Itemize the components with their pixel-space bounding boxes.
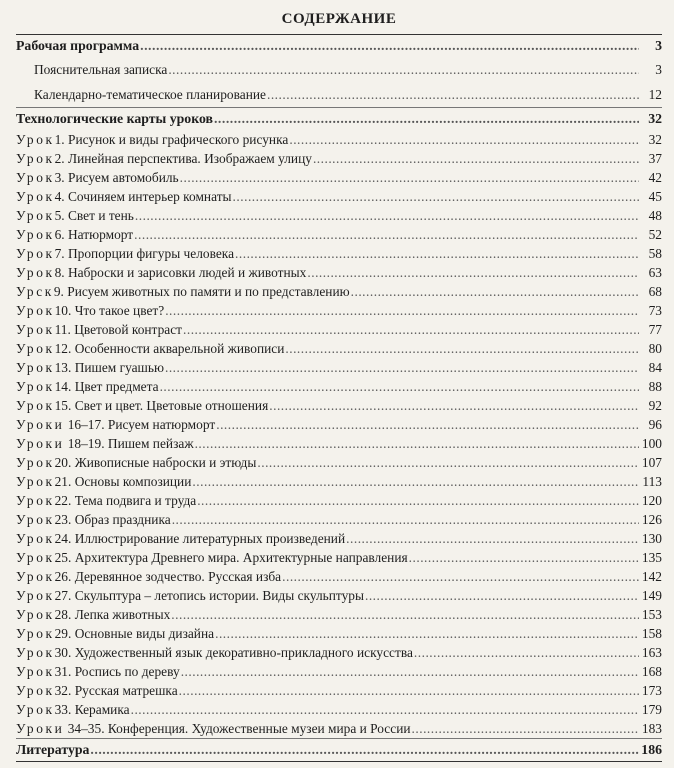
toc-label xyxy=(16,529,345,548)
leader-dots xyxy=(131,700,639,719)
toc-lesson-item[interactable] xyxy=(16,548,662,567)
toc-lesson-item[interactable] xyxy=(16,624,662,643)
lesson-title: 24. Иллюстрирование литературных произведений xyxy=(54,531,346,546)
toc-lesson-item[interactable] xyxy=(16,472,662,491)
lesson-prefix: Урок xyxy=(16,588,55,603)
toc-page-number: 163 xyxy=(641,645,662,660)
toc-page-number: 179 xyxy=(641,702,662,717)
leader-dots xyxy=(179,681,639,700)
lesson-title: 22. Тема подвига и труда xyxy=(54,493,197,508)
toc-lesson-item[interactable] xyxy=(16,377,662,396)
lesson-prefix: Урок xyxy=(16,303,55,318)
toc-label xyxy=(16,472,191,491)
toc-label xyxy=(16,624,214,643)
toc-page-number: 32 xyxy=(648,132,662,147)
lesson-title: 21. Основы композиции xyxy=(54,474,192,489)
toc-lesson-item[interactable] xyxy=(16,149,662,168)
toc-label xyxy=(16,225,133,244)
lesson-title: 14. Цвет предмета xyxy=(54,379,159,394)
toc-label xyxy=(16,358,164,377)
lesson-title: 30. Художественный язык декоративно-прикладного искусства xyxy=(54,645,413,660)
lesson-prefix: Урок xyxy=(16,341,55,356)
toc-lesson-item[interactable] xyxy=(16,700,662,719)
toc-lesson-item[interactable] xyxy=(16,187,662,206)
lesson-prefix: Уроки xyxy=(16,721,65,736)
lesson-prefix: Урок xyxy=(16,379,55,394)
toc-page-number: 48 xyxy=(648,208,662,223)
toc-page-number: 3 xyxy=(655,62,662,77)
lesson-prefix: Уроки xyxy=(16,417,65,432)
toc-label xyxy=(16,453,256,472)
lesson-prefix: Урок xyxy=(16,398,55,413)
leader-dots xyxy=(214,108,639,130)
leader-dots xyxy=(172,510,639,529)
toc-lesson-item[interactable] xyxy=(16,130,662,149)
leader-dots xyxy=(168,57,639,82)
leader-dots xyxy=(269,396,639,415)
toc-page-number: 149 xyxy=(641,588,662,603)
lesson-title: 7. Пропорции фигуры человека xyxy=(54,246,235,261)
toc-page-number: 84 xyxy=(648,360,662,375)
toc-lesson-item[interactable] xyxy=(16,282,662,301)
leader-dots xyxy=(285,339,639,358)
toc-section-lesson-cards[interactable] xyxy=(16,108,662,130)
toc-label xyxy=(16,681,178,700)
toc-page-number: 130 xyxy=(641,531,662,546)
lesson-title: 2. Линейная перспектива. Изображаем улицу xyxy=(54,151,312,166)
toc-label xyxy=(16,434,194,453)
lesson-title: 20. Живописные наброски и этюды xyxy=(54,455,257,470)
toc-section-literature[interactable] xyxy=(16,739,662,761)
toc-label: Литература xyxy=(16,742,90,757)
page-title: СОДЕРЖАНИЕ xyxy=(281,11,397,27)
lesson-prefix: Урок xyxy=(16,151,55,166)
toc-lesson-item[interactable] xyxy=(16,491,662,510)
toc-page-number: 63 xyxy=(648,265,662,280)
toc-lesson-item[interactable] xyxy=(16,586,662,605)
toc-lesson-item[interactable] xyxy=(16,434,662,453)
lesson-prefix: Уроки xyxy=(16,436,65,451)
toc-subsection-explanatory-note[interactable] xyxy=(16,57,662,82)
leader-dots xyxy=(216,415,639,434)
lesson-prefix: Урок xyxy=(16,227,55,242)
lesson-title: 5. Свет и тень xyxy=(54,208,134,223)
toc-lesson-item[interactable] xyxy=(16,681,662,700)
leader-dots xyxy=(165,301,639,320)
toc-label xyxy=(16,662,180,681)
toc-page-number: 96 xyxy=(648,417,662,432)
lesson-prefix: Урок xyxy=(16,607,55,622)
leader-dots xyxy=(171,605,639,624)
lesson-title: 3. Рисуем автомобиль xyxy=(54,170,179,185)
toc-page-number: 183 xyxy=(641,721,662,736)
leader-dots xyxy=(313,149,639,168)
leader-dots xyxy=(351,282,639,301)
toc-lesson-item[interactable] xyxy=(16,263,662,282)
lesson-title: 29. Основные виды дизайна xyxy=(54,626,215,641)
lesson-prefix: Урок xyxy=(16,455,55,470)
lesson-prefix: Урок xyxy=(16,265,55,280)
toc-page-number: 142 xyxy=(641,569,662,584)
lesson-prefix: Урок xyxy=(16,645,55,660)
leader-dots xyxy=(215,624,639,643)
lesson-prefix: Урок xyxy=(16,569,55,584)
lesson-title: 33. Керамика xyxy=(54,702,130,717)
toc-page-number: 52 xyxy=(648,227,662,242)
leader-dots xyxy=(181,662,639,681)
toc-page-number: 173 xyxy=(641,683,662,698)
toc-label: Рабочая программа xyxy=(16,38,140,53)
toc-label xyxy=(16,377,159,396)
lesson-title: 10. Что такое цвет? xyxy=(54,303,165,318)
leader-dots xyxy=(365,586,639,605)
toc-label xyxy=(16,719,411,738)
lesson-title: 28. Лепка животных xyxy=(54,607,171,622)
toc-lesson-item[interactable] xyxy=(16,567,662,586)
lesson-title: 1. Рисунок и виды графического рисунка xyxy=(54,132,289,147)
lesson-title: 23. Образ праздника xyxy=(54,512,171,527)
leader-dots xyxy=(257,453,639,472)
lesson-title: 32. Русская матрешка xyxy=(54,683,178,698)
toc-label xyxy=(16,510,171,529)
lesson-title: 18–19. Пишем пейзаж xyxy=(64,436,194,451)
leader-dots xyxy=(197,491,639,510)
toc-page-number: 3 xyxy=(655,38,662,53)
leader-dots xyxy=(412,719,639,738)
leader-dots xyxy=(165,358,639,377)
lesson-prefix: Урок xyxy=(16,170,55,185)
leader-dots xyxy=(90,739,639,761)
lesson-prefix: Урок xyxy=(16,550,55,565)
toc-lesson-item[interactable] xyxy=(16,453,662,472)
lesson-prefix: Урок xyxy=(16,683,55,698)
lesson-prefix: Урок xyxy=(16,132,55,147)
toc-label xyxy=(16,149,312,168)
table-of-contents xyxy=(16,34,662,762)
toc-page-number: 107 xyxy=(641,455,662,470)
lesson-title: 25. Архитектура Древнего мира. Архитектурные направления xyxy=(54,550,408,565)
toc-page-number: 32 xyxy=(648,111,662,126)
lesson-prefix: Урок xyxy=(16,531,55,546)
lesson-prefix: Урок xyxy=(16,474,55,489)
lesson-title: 4. Сочиняем интерьер комнаты xyxy=(54,189,232,204)
toc-page-number: 92 xyxy=(648,398,662,413)
toc-lesson-item[interactable] xyxy=(16,225,662,244)
leader-dots xyxy=(235,244,639,263)
lesson-prefix: Урок xyxy=(16,702,55,717)
lesson-title: 31. Роспись по дереву xyxy=(54,664,180,679)
leader-dots xyxy=(134,225,639,244)
lesson-title: 34–35. Конференция. Художественные музеи мира и России xyxy=(64,721,411,736)
lesson-title: 27. Скульптура – летопись истории. Виды скульптуры xyxy=(54,588,364,603)
toc-page-number: 42 xyxy=(648,170,662,185)
toc-page-number: 80 xyxy=(648,341,662,356)
leader-dots xyxy=(289,130,639,149)
leader-dots xyxy=(307,263,639,282)
lesson-list xyxy=(16,130,662,738)
toc-lesson-item[interactable] xyxy=(16,339,662,358)
leader-dots xyxy=(414,643,639,662)
leader-dots xyxy=(233,187,639,206)
toc-label xyxy=(16,548,408,567)
toc-page-number: 88 xyxy=(648,379,662,394)
toc-page-number: 120 xyxy=(641,493,662,508)
toc-label xyxy=(16,586,364,605)
toc-lesson-item[interactable] xyxy=(16,662,662,681)
toc-page-number: 58 xyxy=(648,246,662,261)
toc-label xyxy=(16,282,350,301)
toc-label: Календарно-тематическое планирование xyxy=(34,87,266,102)
leader-dots xyxy=(192,472,639,491)
toc-subsection-planning[interactable] xyxy=(16,82,662,107)
lesson-prefix: Урок xyxy=(16,322,55,337)
toc-lesson-item[interactable] xyxy=(16,206,662,225)
toc-page-number: 186 xyxy=(641,742,662,757)
toc-lesson-item[interactable] xyxy=(16,643,662,662)
toc-label xyxy=(16,415,215,434)
toc-lesson-item[interactable] xyxy=(16,320,662,339)
leader-dots xyxy=(267,82,639,107)
leader-dots xyxy=(195,434,639,453)
toc-page-number: 68 xyxy=(648,284,662,299)
toc-label xyxy=(16,263,306,282)
toc-page-number: 73 xyxy=(648,303,662,318)
lesson-prefix: Урок xyxy=(16,664,55,679)
toc-label xyxy=(16,567,281,586)
lesson-title: 8. Наброски и зарисовки людей и животных xyxy=(54,265,307,280)
toc-label xyxy=(16,605,170,624)
leader-dots xyxy=(160,377,639,396)
toc-page-number: 77 xyxy=(648,322,662,337)
leader-dots xyxy=(346,529,639,548)
leader-dots xyxy=(282,567,639,586)
toc-page-number: 158 xyxy=(641,626,662,641)
lesson-prefix: Урок xyxy=(16,626,55,641)
lesson-title: 9. Рисуем животных по памяти и по представлению xyxy=(53,284,350,299)
toc-label xyxy=(16,320,182,339)
lesson-prefix: Урок xyxy=(16,512,55,527)
toc-page-number: 45 xyxy=(648,189,662,204)
lesson-prefix: Урск xyxy=(16,284,54,299)
toc-lesson-item[interactable] xyxy=(16,605,662,624)
toc-page-number: 113 xyxy=(642,474,662,489)
toc-page-number: 153 xyxy=(641,607,662,622)
toc-page-number: 135 xyxy=(641,550,662,565)
lesson-prefix: Урок xyxy=(16,246,55,261)
toc-label: Пояснительная записка xyxy=(34,62,168,77)
toc-lesson-item[interactable] xyxy=(16,529,662,548)
lesson-prefix: Урок xyxy=(16,360,55,375)
toc-page-number: 100 xyxy=(641,436,662,451)
toc-label xyxy=(16,130,288,149)
toc-label xyxy=(16,700,130,719)
lesson-title: 6. Натюрморт xyxy=(54,227,134,242)
leader-dots xyxy=(183,320,639,339)
lesson-title: 26. Деревянное зодчество. Русская изба xyxy=(54,569,282,584)
toc-label xyxy=(16,339,284,358)
toc-label xyxy=(16,643,413,662)
lesson-title: 13. Пишем гуашью xyxy=(54,360,164,375)
leader-dots xyxy=(409,548,639,567)
toc-lesson-item[interactable] xyxy=(16,301,662,320)
lesson-prefix: Урок xyxy=(16,493,55,508)
lesson-prefix: Урок xyxy=(16,189,55,204)
toc-lesson-item[interactable] xyxy=(16,396,662,415)
toc-label xyxy=(16,491,196,510)
leader-dots xyxy=(180,168,639,187)
leader-dots xyxy=(140,35,639,57)
toc-page-number: 168 xyxy=(641,664,662,679)
toc-label xyxy=(16,396,268,415)
toc-label xyxy=(16,206,134,225)
toc-lesson-item[interactable] xyxy=(16,510,662,529)
lesson-title: 15. Свет и цвет. Цветовые отношения xyxy=(54,398,269,413)
leader-dots xyxy=(135,206,639,225)
toc-label xyxy=(16,168,179,187)
toc-page-number: 37 xyxy=(648,151,662,166)
lesson-title: 16–17. Рисуем натюрморт xyxy=(64,417,216,432)
toc-lesson-item[interactable] xyxy=(16,415,662,434)
toc-label: Технологические карты уроков xyxy=(16,111,213,126)
lesson-prefix: Урок xyxy=(16,208,55,223)
toc-label xyxy=(16,187,232,206)
toc-label xyxy=(16,244,234,263)
toc-section-program[interactable] xyxy=(16,35,662,57)
toc-page-number: 126 xyxy=(641,512,662,527)
toc-lesson-item[interactable] xyxy=(16,358,662,377)
lesson-title: 12. Особенности акварельной живописи xyxy=(54,341,285,356)
toc-label xyxy=(16,301,164,320)
toc-lesson-item[interactable] xyxy=(16,719,662,738)
toc-lesson-item[interactable] xyxy=(16,244,662,263)
toc-page-number: 12 xyxy=(648,87,662,102)
lesson-title: 11. Цветовой контраст xyxy=(54,322,183,337)
toc-lesson-item[interactable] xyxy=(16,168,662,187)
